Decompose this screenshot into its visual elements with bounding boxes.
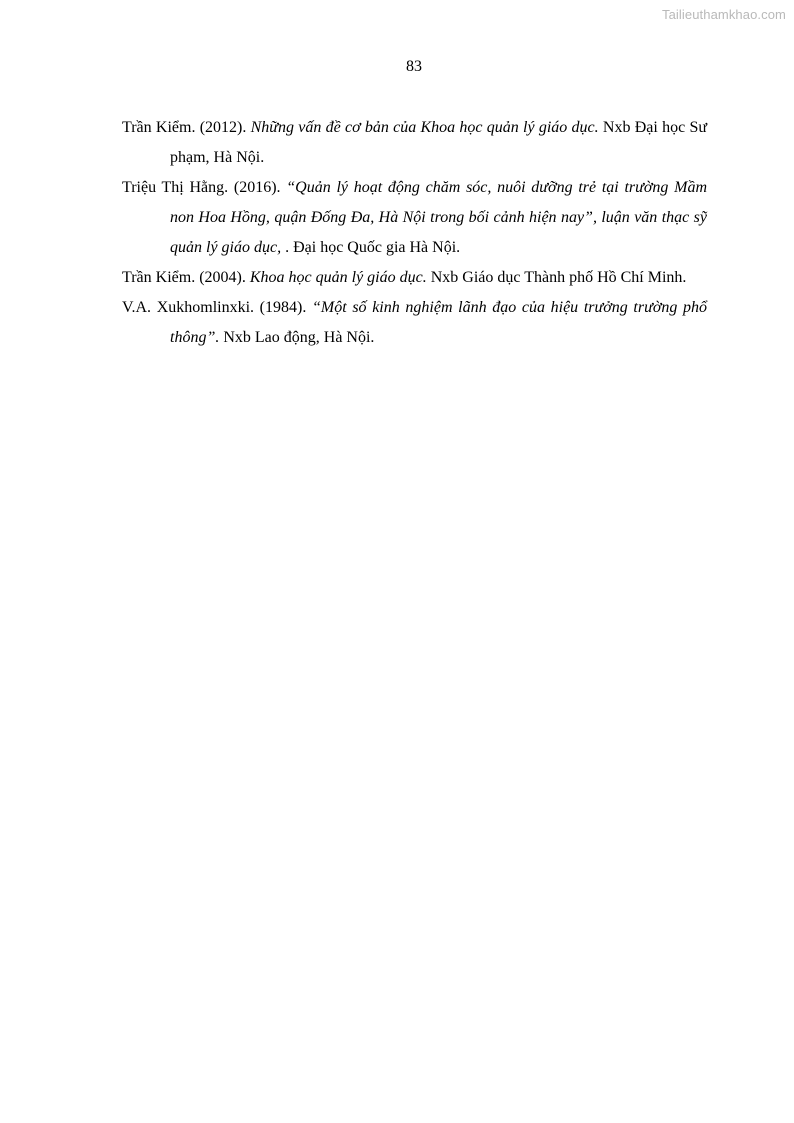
reference-publisher: Nxb Lao động, Hà Nội. xyxy=(219,329,375,346)
reference-item xyxy=(122,113,707,173)
reference-author: V.A. Xukhomlinxki. (1984). xyxy=(122,299,312,316)
page-number: 83 xyxy=(406,58,422,75)
reference-list xyxy=(122,113,707,353)
reference-item xyxy=(122,263,707,293)
reference-title: Những vấn đề cơ bản của Khoa học quản lý giáo dục. xyxy=(250,119,599,136)
reference-item xyxy=(122,173,707,263)
reference-title: “Quản lý hoạt động chăm sóc, nuôi dưỡng trẻ tại trường Mầm non Hoa Hồng, quận Đống Đa, Hà Nội trong bối cảnh hiện nay”, luận văn thạc sỹ quản lý giáo dục, xyxy=(170,179,708,256)
reference-author: Triệu Thị Hằng. (2016). xyxy=(122,179,287,196)
reference-title: Khoa học quản lý giáo dục. xyxy=(249,269,427,286)
reference-publisher: . Đại học Quốc gia Hà Nội. xyxy=(285,239,461,256)
reference-item xyxy=(122,293,707,353)
reference-publisher: Nxb Đại học Sư phạm, Hà Nội. xyxy=(170,119,708,166)
reference-author: Trần Kiểm. (2012). xyxy=(122,119,251,136)
watermark: Tailieuthamkhao.com xyxy=(661,7,786,22)
reference-publisher: Nxb Giáo dục Thành phố Hồ Chí Minh. xyxy=(426,269,687,286)
reference-author: Trần Kiểm. (2004). xyxy=(122,269,250,286)
reference-title: “Một số kinh nghiệm lãnh đạo của hiệu trưởng trường phổ thông”. xyxy=(170,299,708,346)
